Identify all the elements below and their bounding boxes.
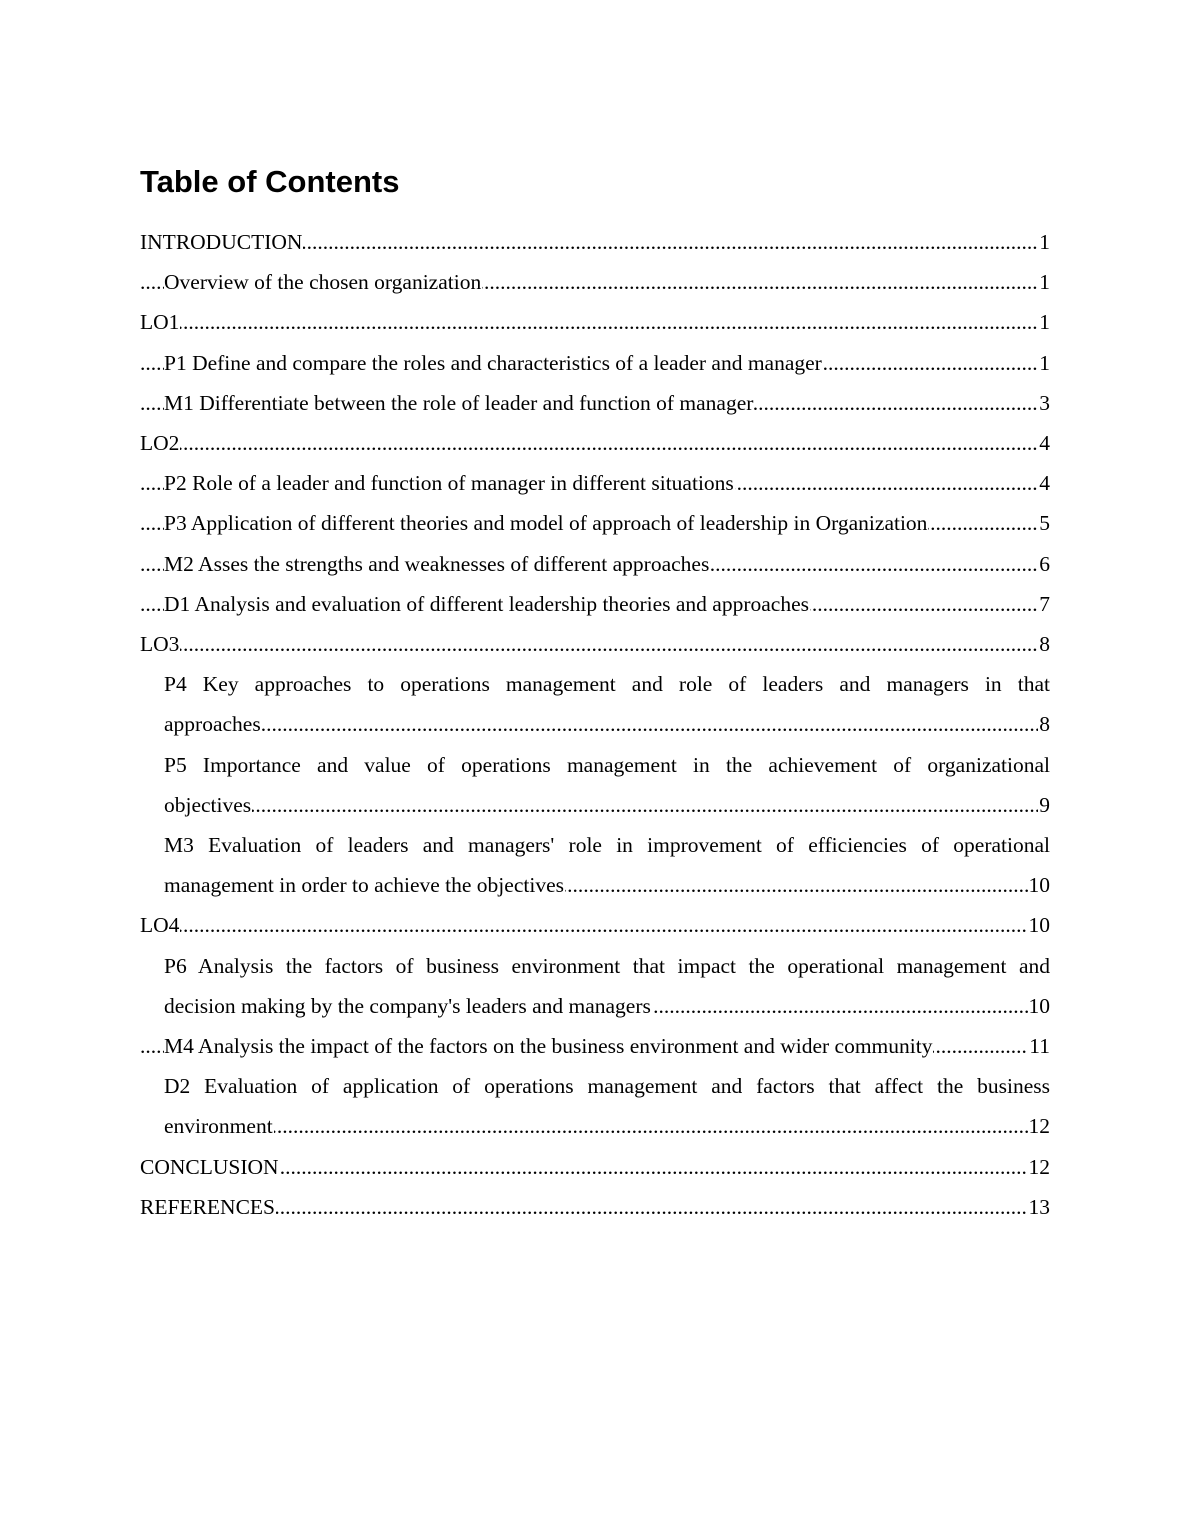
toc-entry-title: LO1 [140,310,180,335]
dot-leader [140,302,1050,342]
dot-leader [140,1187,1050,1227]
toc-entry-m4[interactable] [140,1026,1050,1066]
toc-entry-title: REFERENCES [140,1194,275,1219]
toc-entry-title: P2 Role of a leader and function of manager in different situations [164,471,734,496]
toc-entry-title-line2: decision making by the company's leaders and managers [164,993,651,1018]
toc-entry-p4[interactable] [140,664,1050,744]
toc-entry-line2 [164,1106,1050,1146]
toc-entry-title-line1: P6 Analysis the factors of business environment that impact the operational management and [164,953,1050,978]
toc-entry-m2[interactable] [140,544,1050,584]
toc-entry-page: 10 [1028,865,1051,905]
toc-entry-page: 10 [1028,986,1051,1026]
toc-entry-p6[interactable] [140,946,1050,1026]
toc-entry-page: 12 [1028,1147,1051,1187]
toc-entry-page: 9 [1038,785,1050,825]
toc-entry-page: 1 [1038,262,1050,302]
toc-entry-line2 [164,986,1050,1026]
toc-entry-page: 12 [1028,1106,1051,1146]
toc-entry-title: P3 Application of different theories and model of approach of leadership in Organization [164,511,928,536]
toc-entry-conclusion[interactable] [140,1147,1050,1187]
toc-entry-page: 1 [1038,343,1050,383]
toc-entry-page: 8 [1038,704,1050,744]
toc-entry-page: 11 [1028,1026,1050,1066]
toc-entry-title-line1: P4 Key approaches to operations management and role of leaders and managers in that [164,672,1050,697]
toc-entry-title: M2 Asses the strengths and weaknesses of different approaches [164,551,710,576]
toc-entry-page: 7 [1038,584,1050,624]
toc-entry-page: 13 [1028,1187,1051,1227]
toc-entry-title: LO2 [140,431,180,456]
toc-entry-title-line2: objectives [164,792,252,817]
toc-entry-line2 [164,865,1050,905]
toc-entry-title: M4 Analysis the impact of the factors on the business environment and wider community [164,1034,933,1059]
toc-entry-page: 6 [1038,544,1050,584]
toc-entry-title: D1 Analysis and evaluation of different leadership theories and approaches [164,591,809,616]
toc-entry-m3[interactable] [140,825,1050,905]
toc-entry-page: 1 [1038,222,1050,262]
toc-entry-lo2[interactable] [140,423,1050,463]
toc-entry-title-line2: approaches [164,712,261,737]
toc-entry-page: 1 [1038,302,1050,342]
toc-entry-title: LO3 [140,632,180,657]
toc-entry-page: 10 [1028,905,1051,945]
toc-entry-title-line1: P5 Importance and value of operations management in the achievement of organizational [164,752,1050,777]
toc-entry-page: 4 [1038,423,1050,463]
toc-entry-lo3[interactable] [140,624,1050,664]
toc-entry-page: 4 [1038,463,1050,503]
toc-entry-title: M1 Differentiate between the role of leader and function of manager [164,390,754,415]
toc-entry-lo4[interactable] [140,905,1050,945]
toc-entry-title: Overview of the chosen organization [164,270,482,295]
dot-leader [164,785,1050,825]
toc-entry-references[interactable] [140,1187,1050,1227]
toc-entry-title: INTRODUCTION [140,230,303,254]
toc-entry-overview[interactable] [140,262,1050,302]
toc-entry-p5[interactable] [140,745,1050,825]
toc-entry-m1[interactable] [140,383,1050,423]
toc-title: Table of Contents [140,164,400,199]
toc-entry-p3[interactable] [140,503,1050,543]
toc-entry-p2[interactable] [140,463,1050,503]
toc-entry-d1[interactable] [140,584,1050,624]
toc-entry-introduction[interactable] [140,222,1050,262]
toc-entry-p1[interactable] [140,343,1050,383]
toc-entry-title-line1: D2 Evaluation of application of operations management and factors that affect the business [164,1074,1050,1099]
toc-entry-page: 3 [1038,383,1050,423]
dot-leader [140,624,1050,664]
toc-entry-title-line2: management in order to achieve the objectives [164,873,564,898]
toc-entry-title-line2: environment [164,1114,273,1139]
toc-entry-d2[interactable] [140,1066,1050,1146]
toc-entry-title: P1 Define and compare the roles and characteristics of a leader and manager [164,350,822,375]
dot-leader [164,704,1050,744]
toc-entry-line2 [164,704,1050,744]
toc-entry-lo1[interactable] [140,302,1050,342]
toc-entry-line2 [164,785,1050,825]
dot-leader [140,905,1050,945]
toc-list [140,222,1050,1227]
dot-leader [164,1106,1050,1146]
dot-leader [140,423,1050,463]
toc-entry-title-line1: M3 Evaluation of leaders and managers' role in improvement of efficiencies of operational [164,833,1050,858]
toc-entry-page: 8 [1038,624,1050,664]
toc-entry-page: 5 [1038,503,1050,543]
toc-entry-title: LO4 [140,913,180,938]
toc-entry-title: CONCLUSION [140,1154,279,1179]
